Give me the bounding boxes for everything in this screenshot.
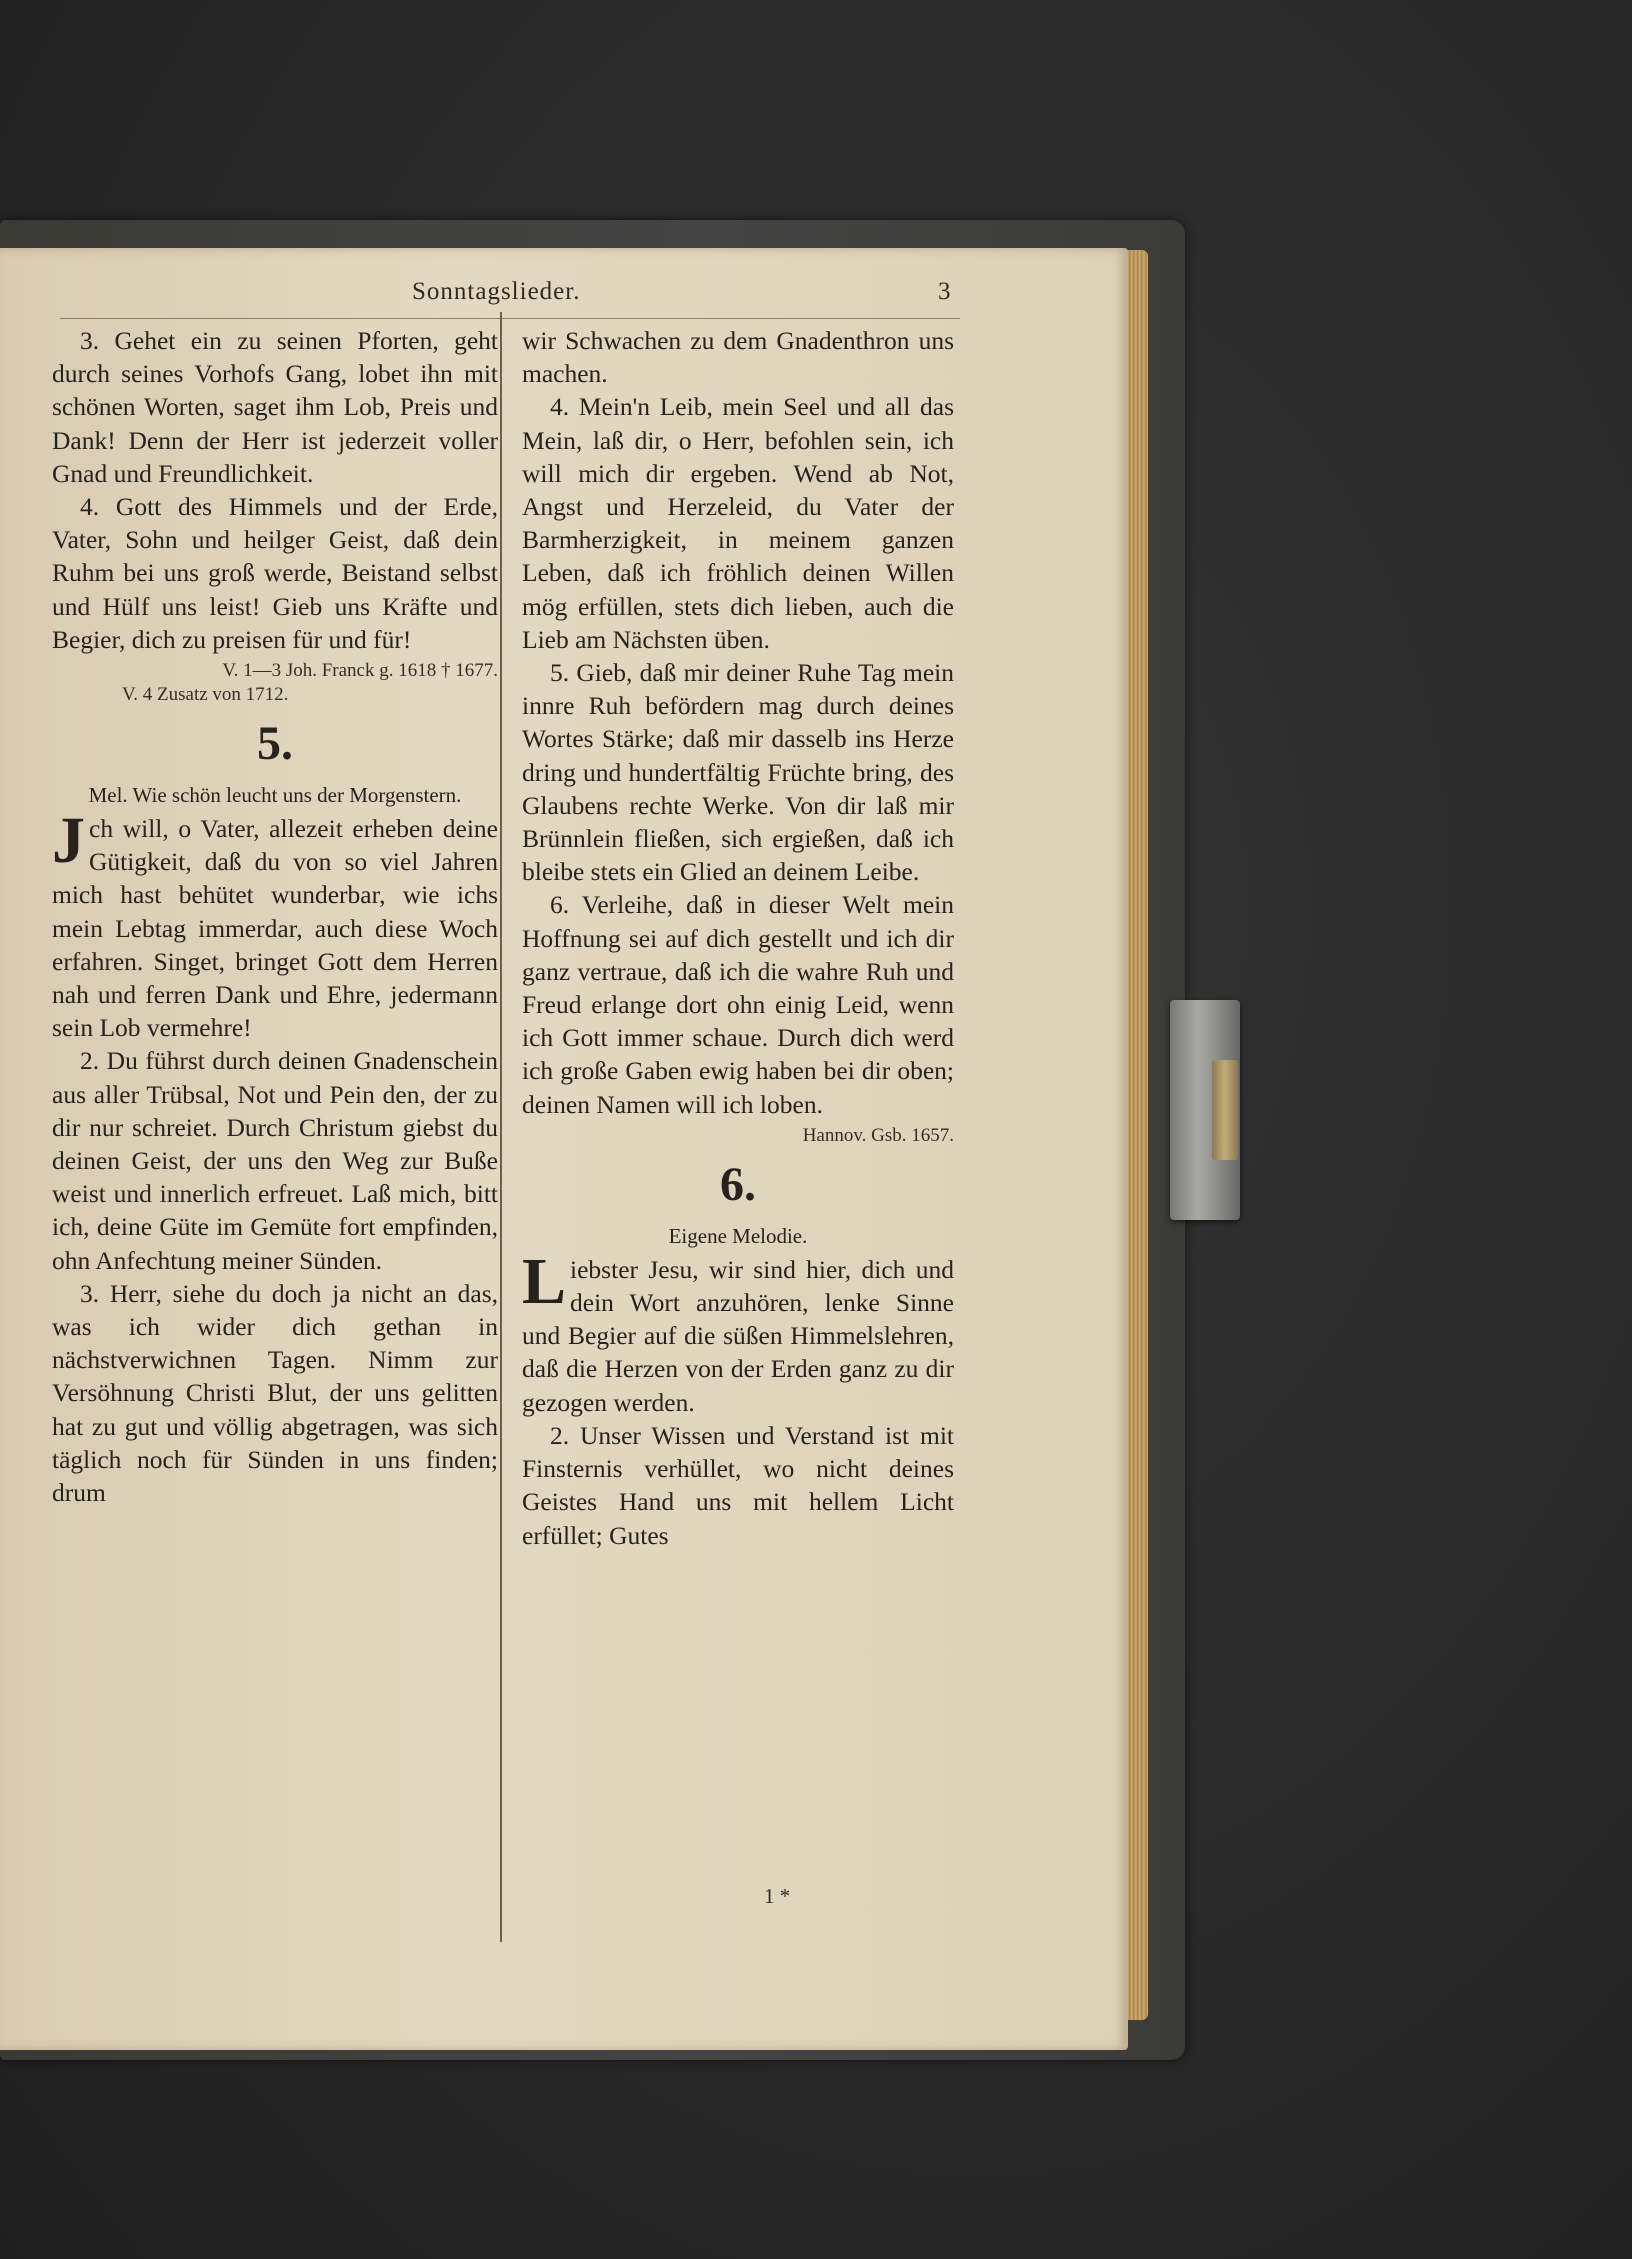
verse: [522, 1244, 954, 1419]
column-divider: [500, 312, 502, 1942]
page-number: 3: [938, 278, 952, 305]
attribution: Hannov. Gsb. 1657.: [802, 1124, 954, 1146]
verse-text: ch will, o Vater, allezeit erheben deine Gütigkeit, daß du von so viel Jahren mich hast behütet wunderbar, wie ichs mein Lebtag immerdar, auch diese Woch erfahren. Singet, bringet Gott dem Herren nah und ferren Dank und Ehre, jedermann sein Lob vermehre!: [52, 814, 498, 1043]
verse-text: iebster Jesu, wir sind hier, dich und dein Wort anzuhören, lenke Sinne und Begier auf die süßen Himmelslehren, daß die Herzen von der Erden ganz zu dir gezogen werden.: [522, 1254, 954, 1417]
verse: wir Schwachen zu dem Gnadenthron uns machen.: [522, 326, 954, 389]
left-column: [52, 324, 498, 1509]
right-column: [522, 324, 954, 1552]
clasp-pin: [1212, 1060, 1238, 1160]
verse: 3. Herr, siehe du doch ja nicht an das, was ich wider dich gethan in nächstverwichnen Tagen. Nimm zur Versöhnung Christi Blut, der uns gelitten hat zu gut und völlig abgetragen, was sich täglich noch für Sünden in uns finden; drum: [52, 1278, 498, 1508]
hymn-number: 6.: [720, 1157, 756, 1211]
melody-line: Mel. Wie schön leucht uns der Morgenstern.: [88, 783, 462, 808]
verse: 4. Mein'n Leib, mein Seel und all das Mein, laß dir, o Herr, befohlen sein, ich will mich dir ergeben. Wend ab Not, Angst und Herzeleid, du Vater der Barmherzigkeit, in meinem ganzen Leben, daß ich fröhlich deinen Willen mög erfüllen, stets dich lieben, auch die Lieb am Nächsten üben.: [522, 392, 954, 654]
drop-initial: J: [52, 804, 85, 878]
drop-initial: L: [522, 1244, 567, 1318]
verse: 2. Du führst durch deinen Gnadenschein aus aller Trübsal, Not und Pein den, der zu dir nur schreiet. Durch Christum giebst du deinen Geist, der uns den Weg zur Buße weist und innerlich erfreuet. Laß mich, bitt ich, deine Güte im Gemüte fort empfinden, ohn Anfechtung meiner Sünden.: [52, 1046, 498, 1275]
book-page: [0, 248, 1128, 2050]
verse: 3. Gehet ein zu seinen Pforten, geht durch seines Vorhofs Gang, lobet ihn mit schönen Worten, saget ihm Lob, Preis und Dank! Denn der Herr ist jederzeit voller Gnad und Freundlichkeit.: [52, 326, 498, 488]
verse: 4. Gott des Himmels und der Erde, Vater, Sohn und heilger Geist, daß dein Ruhm bei uns groß werde, Beistand selbst und Hülf uns leist! Gieb uns Kräfte und Begier, dich zu preisen für und für!: [52, 492, 498, 654]
attribution: V. 4 Zusatz von 1712.: [122, 684, 289, 706]
verse: 6. Verleihe, daß in dieser Welt mein Hoffnung sei auf dich gestellt und ich dir ganz vertraue, daß ich die wahre Ruh und Freud erlange dort ohn einig Leid, wenn ich Gott immer schaue. Durch dich werd ich große Gaben ewig haben bei dir oben; deinen Namen will ich loben.: [522, 890, 954, 1119]
hymn-number: 5.: [257, 717, 293, 771]
verse: 2. Unser Wissen und Verstand ist mit Finsternis verhüllet, wo nicht deines Geistes Hand uns mit hellem Licht erfüllet; Gutes: [522, 1420, 954, 1550]
attribution: V. 1—3 Joh. Franck g. 1618 † 1677.: [222, 660, 498, 682]
header-rule: [60, 318, 960, 319]
melody-line: Eigene Melodie.: [668, 1223, 808, 1248]
signature-mark: 1 *: [764, 1884, 791, 1908]
verse: 5. Gieb, daß mir deiner Ruhe Tag mein innre Ruh befördern mag durch deines Wortes Stärke; daß mir dasselb ins Herze dring und hundertfältig Früchte bring, des Glaubens rechte Werke. Von dir laß mir Brünnlein fließen, sich ergießen, daß ich bleibe stets ein Glied an deinem Leibe.: [522, 658, 954, 887]
verse: [52, 804, 498, 1044]
running-head: Sonntagslieder.: [412, 278, 581, 305]
